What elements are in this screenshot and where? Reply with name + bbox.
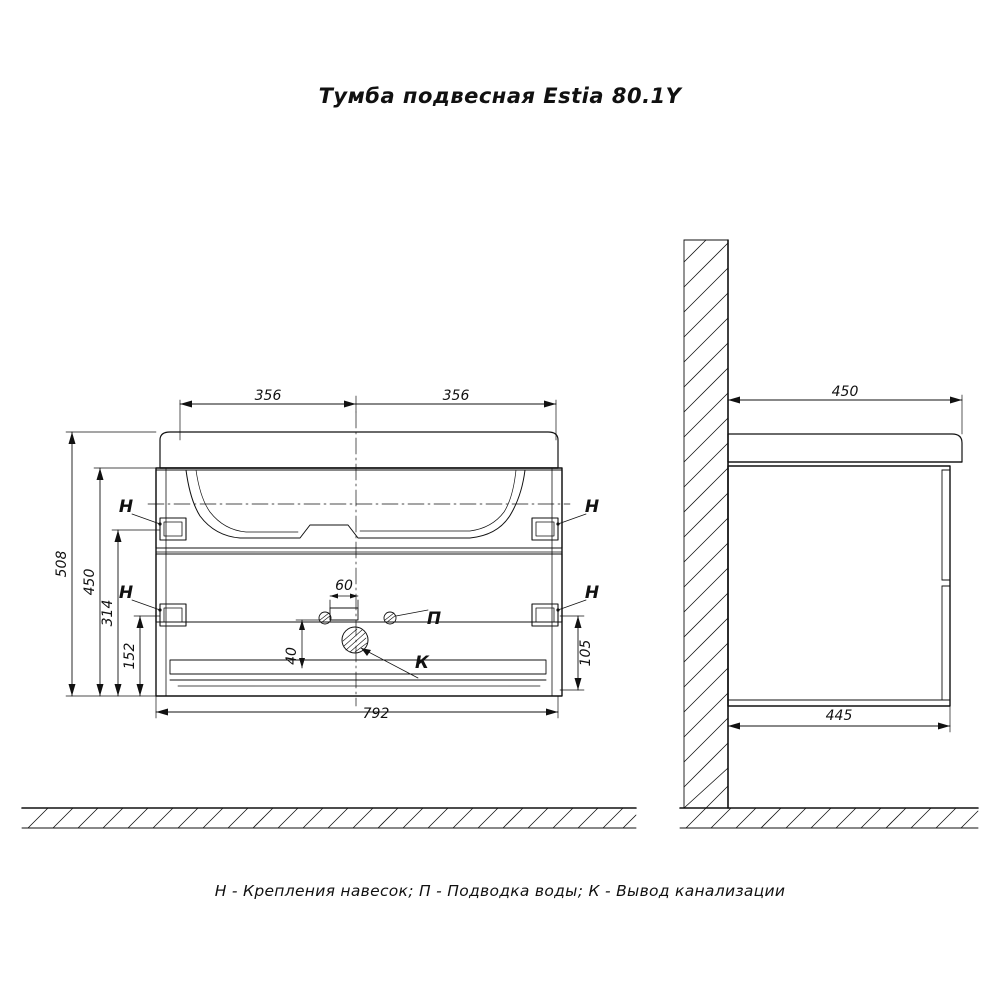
- dim-356-right: [356, 400, 556, 440]
- mount-bracket-bottom-left: [160, 604, 186, 626]
- front-view-cabinet: [156, 432, 562, 696]
- wall-section: [684, 240, 728, 808]
- page-title: Тумба подвесная Estia 80.1Y: [318, 84, 682, 108]
- leader-h-bottom-left: [132, 600, 162, 612]
- legend-text: Н - Крепления навесок; П - Подводка воды; К - Вывод канализации: [214, 882, 786, 900]
- dim-label-314: 314: [100, 599, 116, 627]
- dim-label-445-depth: 445: [825, 708, 853, 724]
- marker-h-bottom-left: Н: [118, 583, 134, 603]
- dim-label-450: 450: [82, 568, 98, 596]
- dim-label-40: 40: [284, 647, 300, 665]
- leader-h-top-right: [556, 514, 586, 526]
- wall-hatch: [684, 240, 728, 808]
- dim-314: [112, 530, 160, 696]
- dim-label-356-left: 356: [254, 388, 282, 404]
- floor-line-right: [680, 808, 978, 828]
- dim-label-356-right: 356: [442, 388, 470, 404]
- plumbing-group: [319, 600, 428, 678]
- mount-bracket-top-right: [532, 518, 558, 540]
- side-view-cabinet: [728, 434, 962, 706]
- dim-label-792: 792: [362, 706, 390, 722]
- floor-hatch-left: [28, 808, 636, 828]
- leader-h-bottom-right: [556, 600, 586, 612]
- floor-line-left: [22, 808, 636, 828]
- marker-k-sewer: К: [415, 653, 429, 673]
- dim-792: [156, 696, 558, 718]
- dim-depth-450: [728, 395, 962, 434]
- dim-356-left: [180, 400, 356, 440]
- dim-label-450-depth: 450: [831, 384, 859, 400]
- floor-hatch-right: [686, 808, 978, 828]
- dim-label-508: 508: [54, 550, 70, 578]
- dim-label-152: 152: [122, 642, 138, 670]
- mount-bracket-top-left: [160, 518, 186, 540]
- marker-p-water: П: [426, 609, 442, 629]
- dim-508: [66, 432, 156, 696]
- marker-h-bottom-right: Н: [584, 583, 600, 603]
- mount-bracket-bottom-right: [532, 604, 558, 626]
- leader-h-top-left: [132, 514, 162, 526]
- marker-h-top-right: Н: [584, 497, 600, 517]
- marker-h-top-left: Н: [118, 497, 134, 517]
- dim-label-105: 105: [578, 639, 594, 667]
- dim-60: [330, 594, 358, 599]
- dim-label-60: 60: [335, 578, 353, 594]
